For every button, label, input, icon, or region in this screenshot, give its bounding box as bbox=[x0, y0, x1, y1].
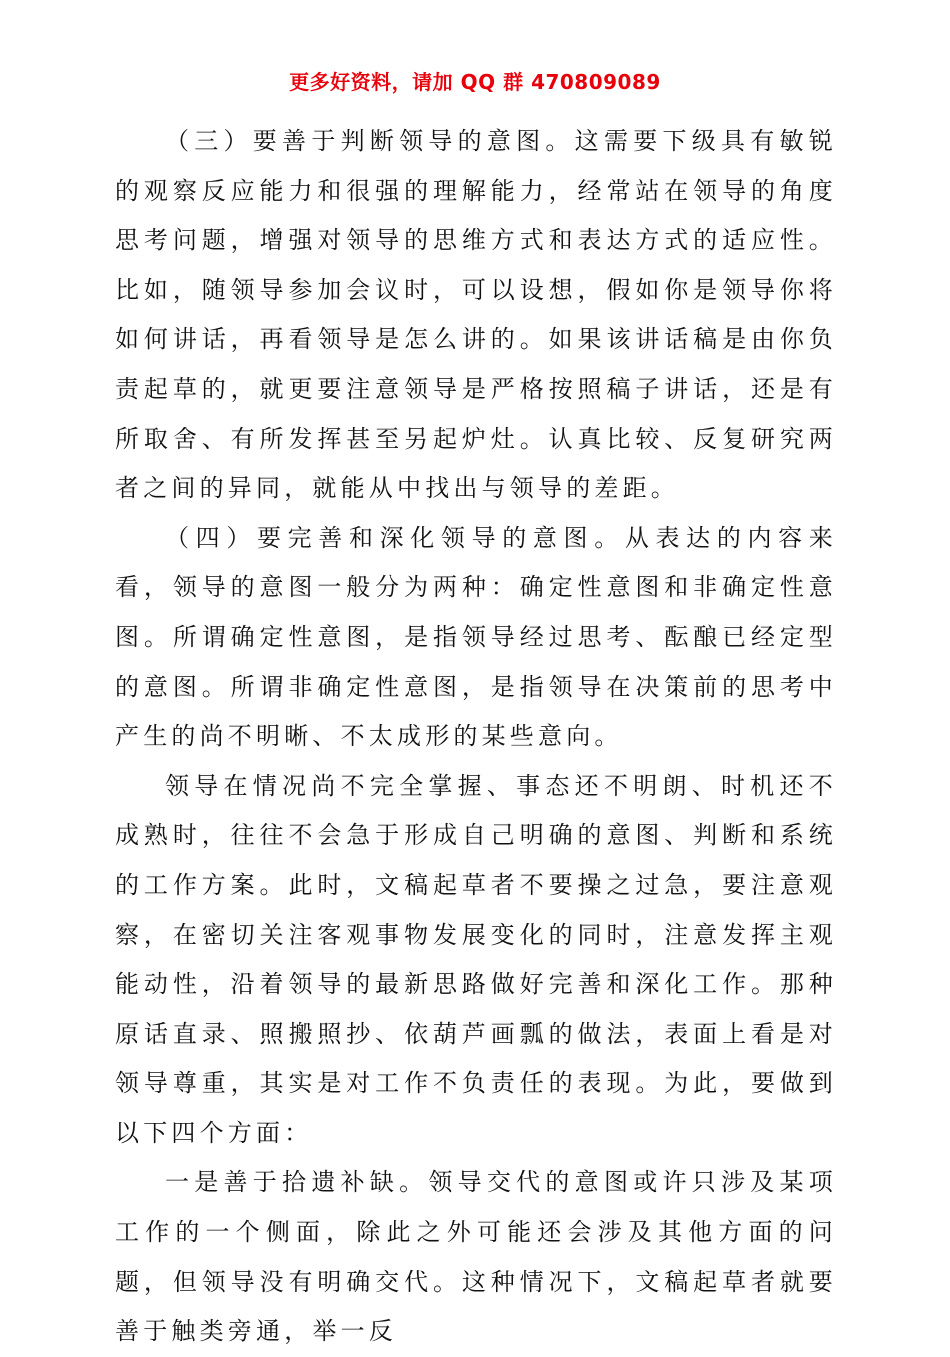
paragraph-refine-intent: （四）要完善和深化领导的意图。从表达的内容来看，领导的意图一般分为两种：确定性意图和非确定性意图。所谓确定性意图，是指领导经过思考、酝酿已经定型的意图。所谓非确定性意图，是指领导在决策前的思考中产生的尚不明晰、不太成形的某些意向。 bbox=[115, 523, 837, 751]
paragraph-judge-intent: （三）要善于判断领导的意图。这需要下级具有敏锐的观察反应能力和很强的理解能力，经常站在领导的角度思考问题，增强对领导的思维方式和表达方式的适应性。比如，随领导参加会议时，可以设想，假如你是领导你将如何讲话，再看领导是怎么讲的。如果该讲话稿是由你负责起草的，就更要注意领导是严格按照稿子讲话，还是有所取舍、有所发挥甚至另起炉灶。认真比较、反复研究两者之间的异同，就能从中找出与领导的差距。 bbox=[115, 127, 837, 503]
promo-header: 更多好资料，请加 QQ 群 470809089 bbox=[289, 70, 661, 94]
paragraph-fill-gaps: 一是善于拾遗补缺。领导交代的意图或许只涉及某项工作的一个侧面，除此之外可能还会涉及其他方面的问题，但领导没有明确交代。这种情况下，文稿起草者就要善于触类旁通，举一反 bbox=[115, 1168, 837, 1346]
document-body bbox=[115, 117, 837, 1357]
paragraph-uncertain-situation: 领导在情况尚不完全掌握、事态还不明朗、时机还不成熟时，往往不会急于形成自己明确的意图、判断和系统的工作方案。此时，文稿起草者不要操之过急，要注意观察，在密切关注客观事物发展变化的同时，注意发挥主观能动性，沿着领导的最新思路做好完善和深化工作。那种原话直录、照搬照抄、依葫芦画瓢的做法，表面上看是对领导尊重，其实是对工作不负责任的表现。为此，要做到以下四个方面： bbox=[115, 771, 837, 1147]
